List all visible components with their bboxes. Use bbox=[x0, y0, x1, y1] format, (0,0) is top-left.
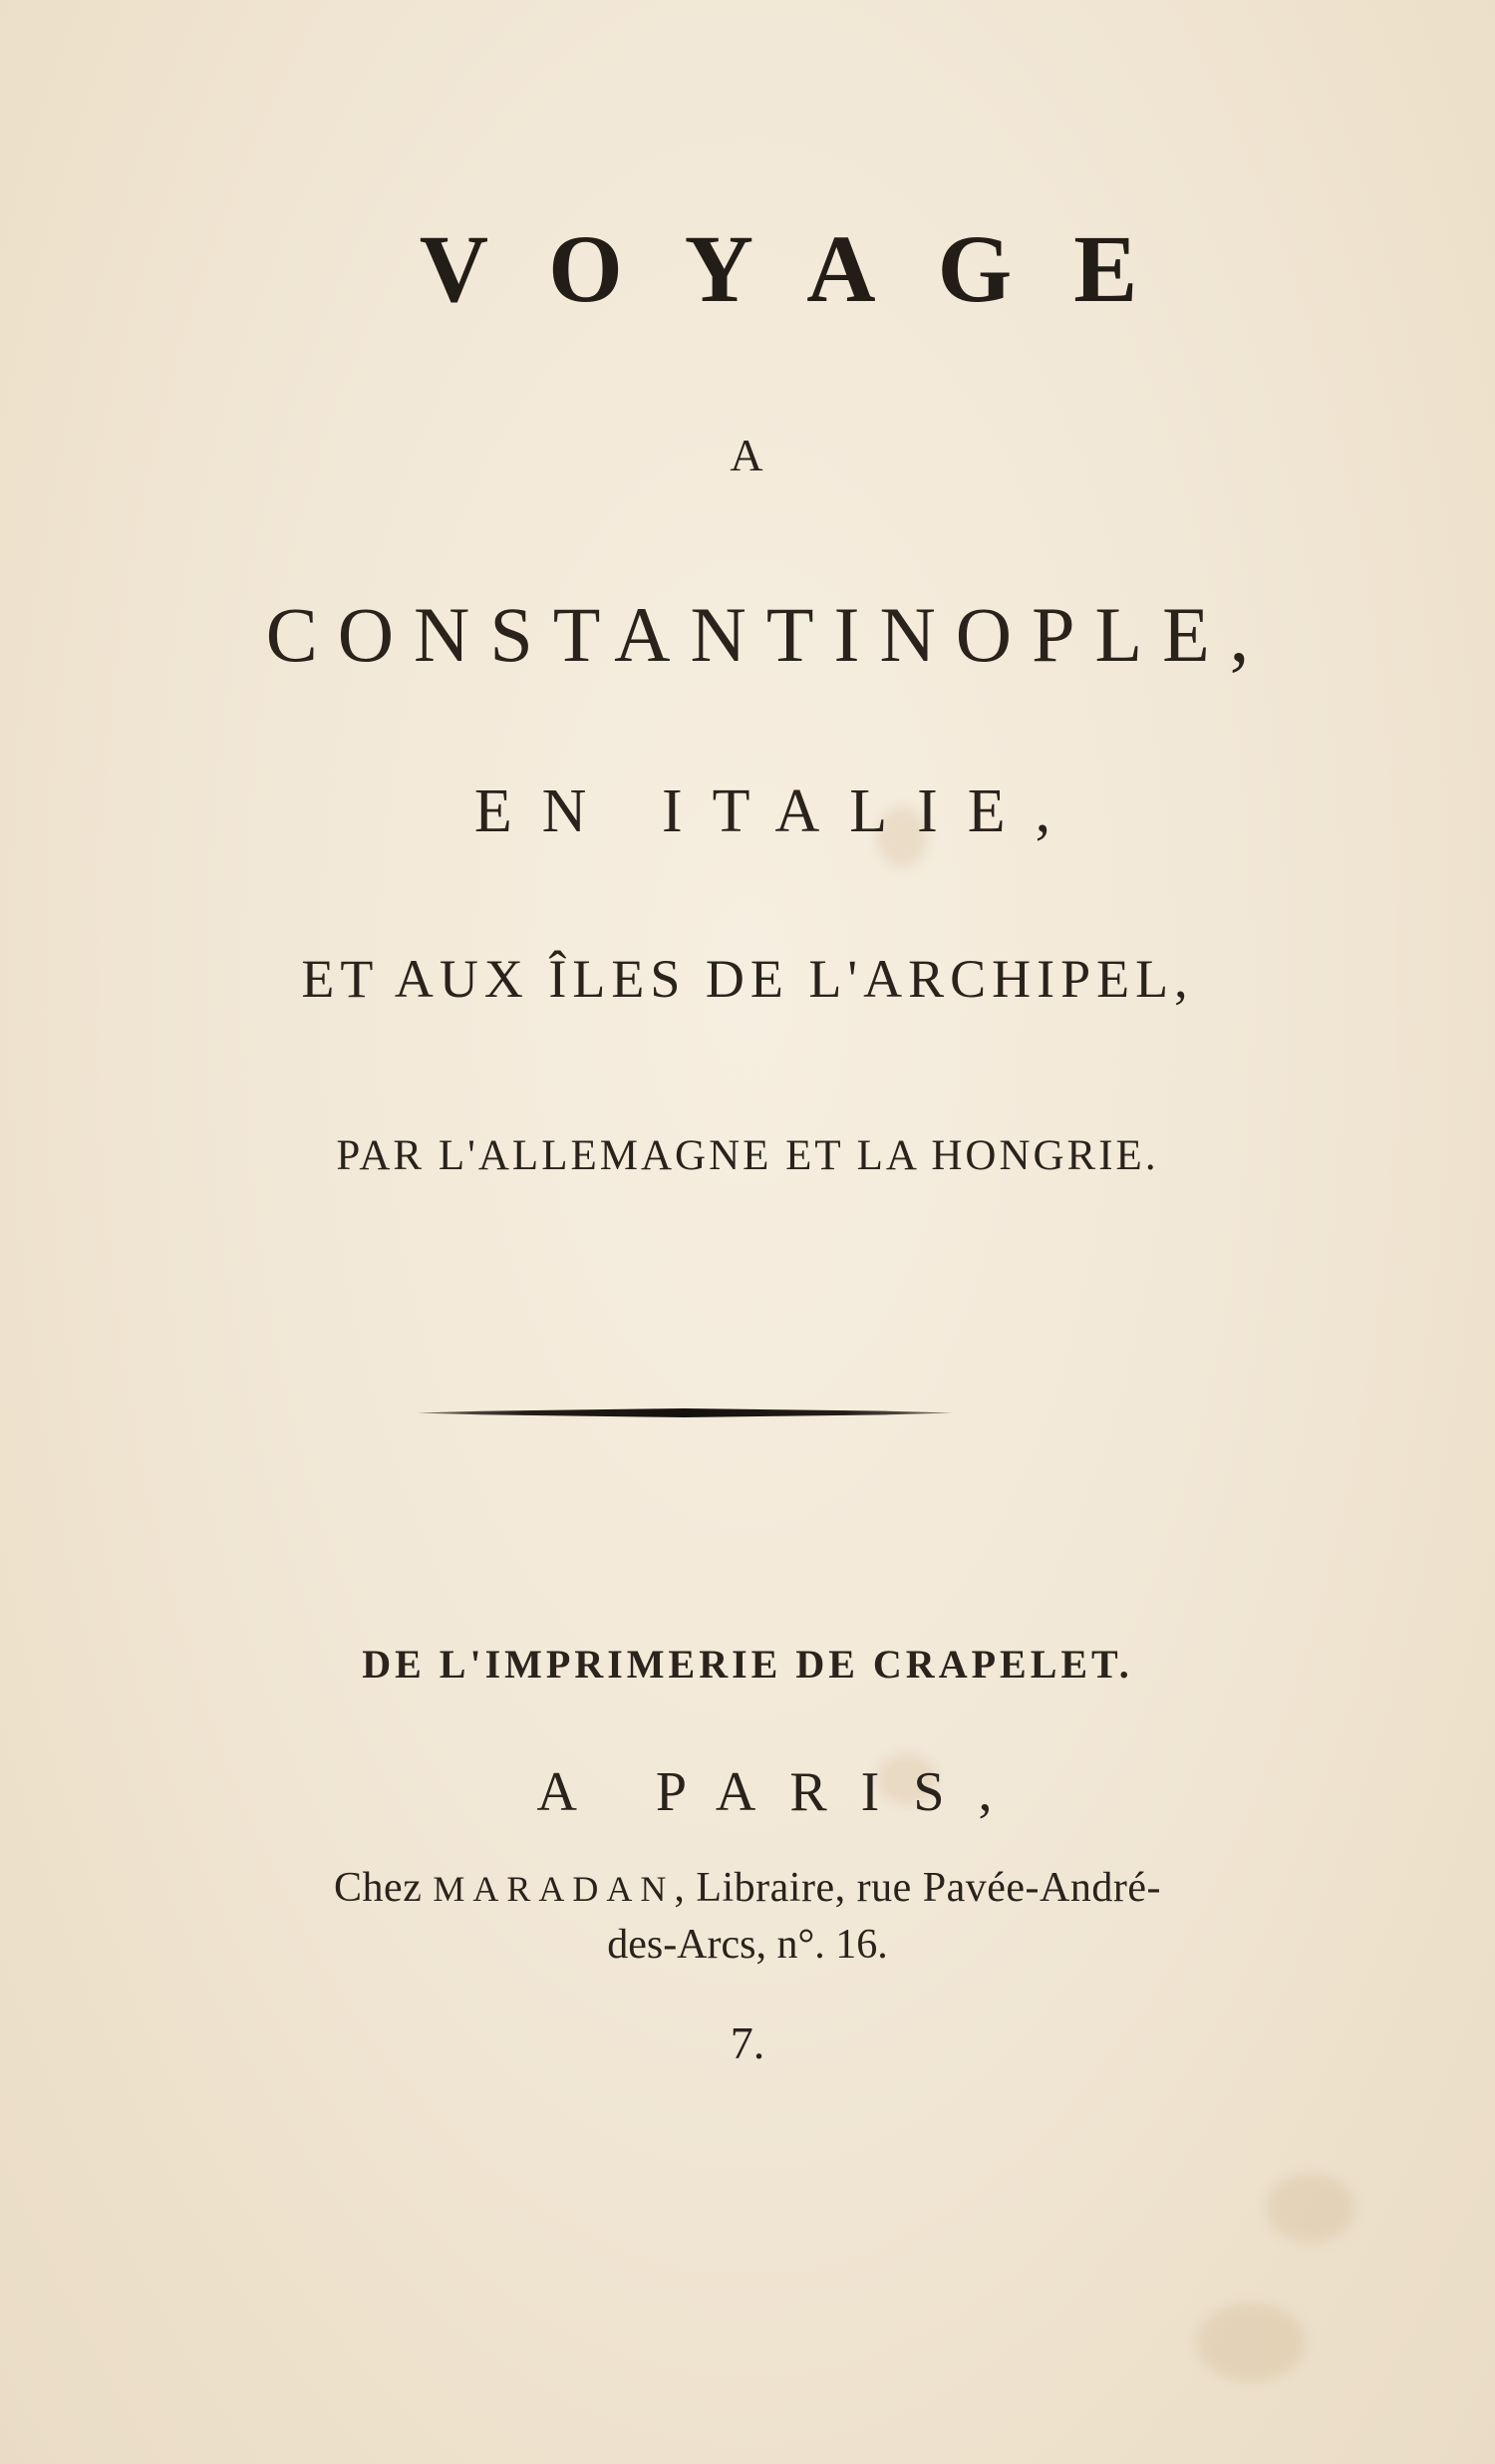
ornamental-rule bbox=[417, 1408, 953, 1417]
year-mark: 7. bbox=[730, 2017, 765, 2068]
publisher-suffix: , Libraire, rue Pavée-André- bbox=[674, 1865, 1161, 1911]
publisher-name: MARADAN bbox=[433, 1869, 675, 1909]
subtitle-archipel: ET AUX ÎLES DE L'ARCHIPEL, bbox=[301, 949, 1194, 1009]
foxing-spot bbox=[1266, 2173, 1355, 2243]
subtitle-route: PAR L'ALLEMAGNE ET LA HONGRIE. bbox=[336, 1132, 1159, 1179]
book-title: VOYAGE bbox=[419, 215, 1200, 322]
title-preposition: A bbox=[730, 430, 765, 480]
printer-line: DE L'IMPRIMERIE DE CRAPELET. bbox=[362, 1642, 1133, 1687]
publisher-line bbox=[0, 1867, 1495, 1909]
foxing-spot bbox=[1196, 2303, 1306, 2382]
imprint-city: A PARIS, bbox=[536, 1761, 1027, 1823]
subtitle-italie: EN ITALIE, bbox=[473, 777, 1081, 845]
title-destination: CONSTANTINOPLE, bbox=[265, 591, 1270, 678]
publisher-address: des-Arcs, n°. 16. bbox=[607, 1922, 888, 1968]
publisher-prefix: Chez bbox=[334, 1865, 434, 1911]
